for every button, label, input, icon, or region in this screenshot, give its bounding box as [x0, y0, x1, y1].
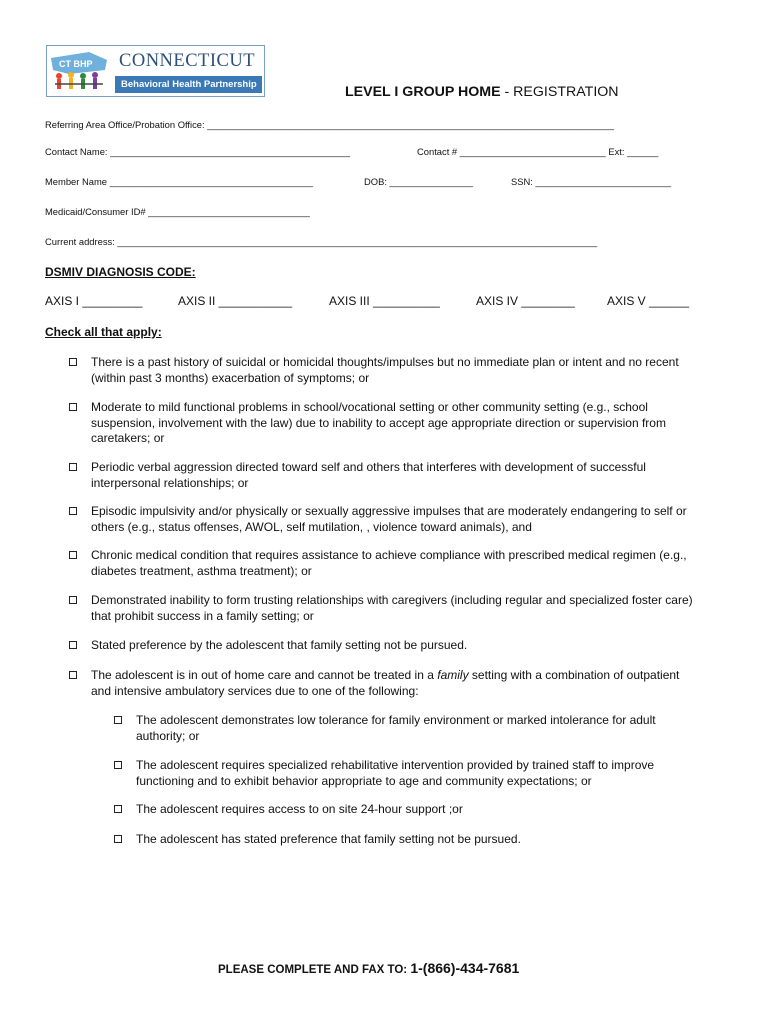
- item-line: (within past 3 months) exacerbation of symptoms; or: [91, 370, 370, 385]
- org-name: CONNECTICUT: [119, 51, 256, 71]
- item-line: and intensive ambulatory services due to one of the following:: [91, 683, 419, 698]
- item-line: Chronic medical condition that requires assistance to achieve compliance with prescribed medical regimen (e.g.,: [91, 548, 687, 562]
- item-line: There is a past history of suicidal or homicidal thoughts/impulses but no immediate plan or intent and no recent: [91, 355, 679, 369]
- axis-2-field[interactable]: AXIS II ___________: [178, 294, 293, 308]
- axis-3-field[interactable]: AXIS III __________: [329, 294, 440, 308]
- item-line: functioning and to exhibit behavior appropriate to age and community expectations; or: [136, 773, 592, 788]
- checkbox[interactable]: [69, 551, 77, 559]
- member-name-field[interactable]: Member Name _______________________________________: [45, 176, 313, 187]
- checkbox[interactable]: [69, 596, 77, 604]
- medicaid-id-field[interactable]: Medicaid/Consumer ID# _______________________________: [45, 206, 310, 217]
- ssn-field[interactable]: SSN: __________________________: [511, 176, 672, 187]
- item-line: authority; or: [136, 728, 200, 743]
- logo-badge-text: CT BHP: [59, 59, 93, 69]
- item-line: The adolescent requires specialized rehabilitative intervention provided by trained staff to improve: [136, 758, 655, 772]
- item-line: The adolescent demonstrates low tolerance for family environment or marked intolerance for adult: [136, 713, 656, 727]
- referring-office-field[interactable]: Referring Area Office/Probation Office: ______________________________________________________________________________: [45, 119, 614, 130]
- checkbox[interactable]: [114, 716, 122, 724]
- checkbox[interactable]: [114, 761, 122, 769]
- item-line: others (e.g., status offenses, AWOL, self mutilation, , violence toward animals), and: [91, 519, 532, 534]
- checkbox[interactable]: [114, 835, 122, 843]
- item-line: Demonstrated inability to form trusting relationships with caregivers (including regular and specialized foster care): [91, 593, 693, 607]
- item-line: The adolescent has stated preference that family setting not be pursued.: [136, 832, 521, 846]
- fax-instruction: [218, 960, 519, 976]
- checklist-heading: Check all that apply:: [45, 325, 162, 339]
- contact-name-field[interactable]: Contact Name: ______________________________________________: [45, 146, 350, 157]
- org-subtitle: Behavioral Health Partnership: [115, 76, 262, 93]
- item-line: Stated preference by the adolescent that family setting not be pursued.: [91, 638, 468, 652]
- fax-number: 1-(866)-434-7681: [410, 960, 520, 976]
- title-bold: LEVEL I GROUP HOME: [345, 84, 501, 100]
- checkbox[interactable]: [114, 805, 122, 813]
- ct-bhp-children-logo-icon: [49, 48, 111, 94]
- axis-5-field[interactable]: AXIS V ______: [607, 294, 690, 308]
- current-address-field[interactable]: Current address: ____________________________________________________________________________________________: [45, 236, 598, 247]
- page-title: [345, 84, 619, 100]
- diagnosis-heading: DSMIV DIAGNOSIS CODE:: [45, 265, 196, 279]
- axis-1-field[interactable]: AXIS I _________: [45, 294, 143, 308]
- contact-number-field[interactable]: Contact # ____________________________ Ext: ______: [417, 146, 659, 157]
- checkbox[interactable]: [69, 358, 77, 366]
- fax-label: PLEASE COMPLETE AND FAX TO:: [218, 964, 411, 976]
- item-line: Moderate to mild functional problems in school/vocational setting or other community setting (e.g., school: [91, 400, 648, 414]
- checkbox[interactable]: [69, 671, 77, 679]
- item-line: The adolescent requires access to on site 24-hour support ;or: [136, 802, 463, 816]
- item-line: suspension, involvement with the law) due to inability to accept age appropriate direction or supervision from: [91, 415, 666, 430]
- axis-4-field[interactable]: AXIS IV ________: [476, 294, 575, 308]
- checkbox[interactable]: [69, 463, 77, 471]
- item-line: Periodic verbal aggression directed toward self and others that interferes with development of successful: [91, 460, 646, 474]
- checkbox[interactable]: [69, 403, 77, 411]
- item-line: Episodic impulsivity and/or physically or sexually aggressive impulses that are moderately endangering to self or: [91, 504, 687, 518]
- item-line: diabetes treatment, asthma treatment); or: [91, 563, 312, 578]
- dob-field[interactable]: DOB: ________________: [364, 176, 473, 187]
- item-line: that prohibit success in a family setting; or: [91, 608, 314, 623]
- title-rest: - REGISTRATION: [500, 84, 619, 100]
- logo: [46, 45, 265, 97]
- checkbox[interactable]: [69, 507, 77, 515]
- checkbox[interactable]: [69, 641, 77, 649]
- item-line: The adolescent is in out of home care and cannot be treated in a family setting with a combination of outpatient: [91, 668, 680, 682]
- item-line: caretakers; or: [91, 431, 165, 445]
- item-line: interpersonal relationships; or: [91, 475, 249, 490]
